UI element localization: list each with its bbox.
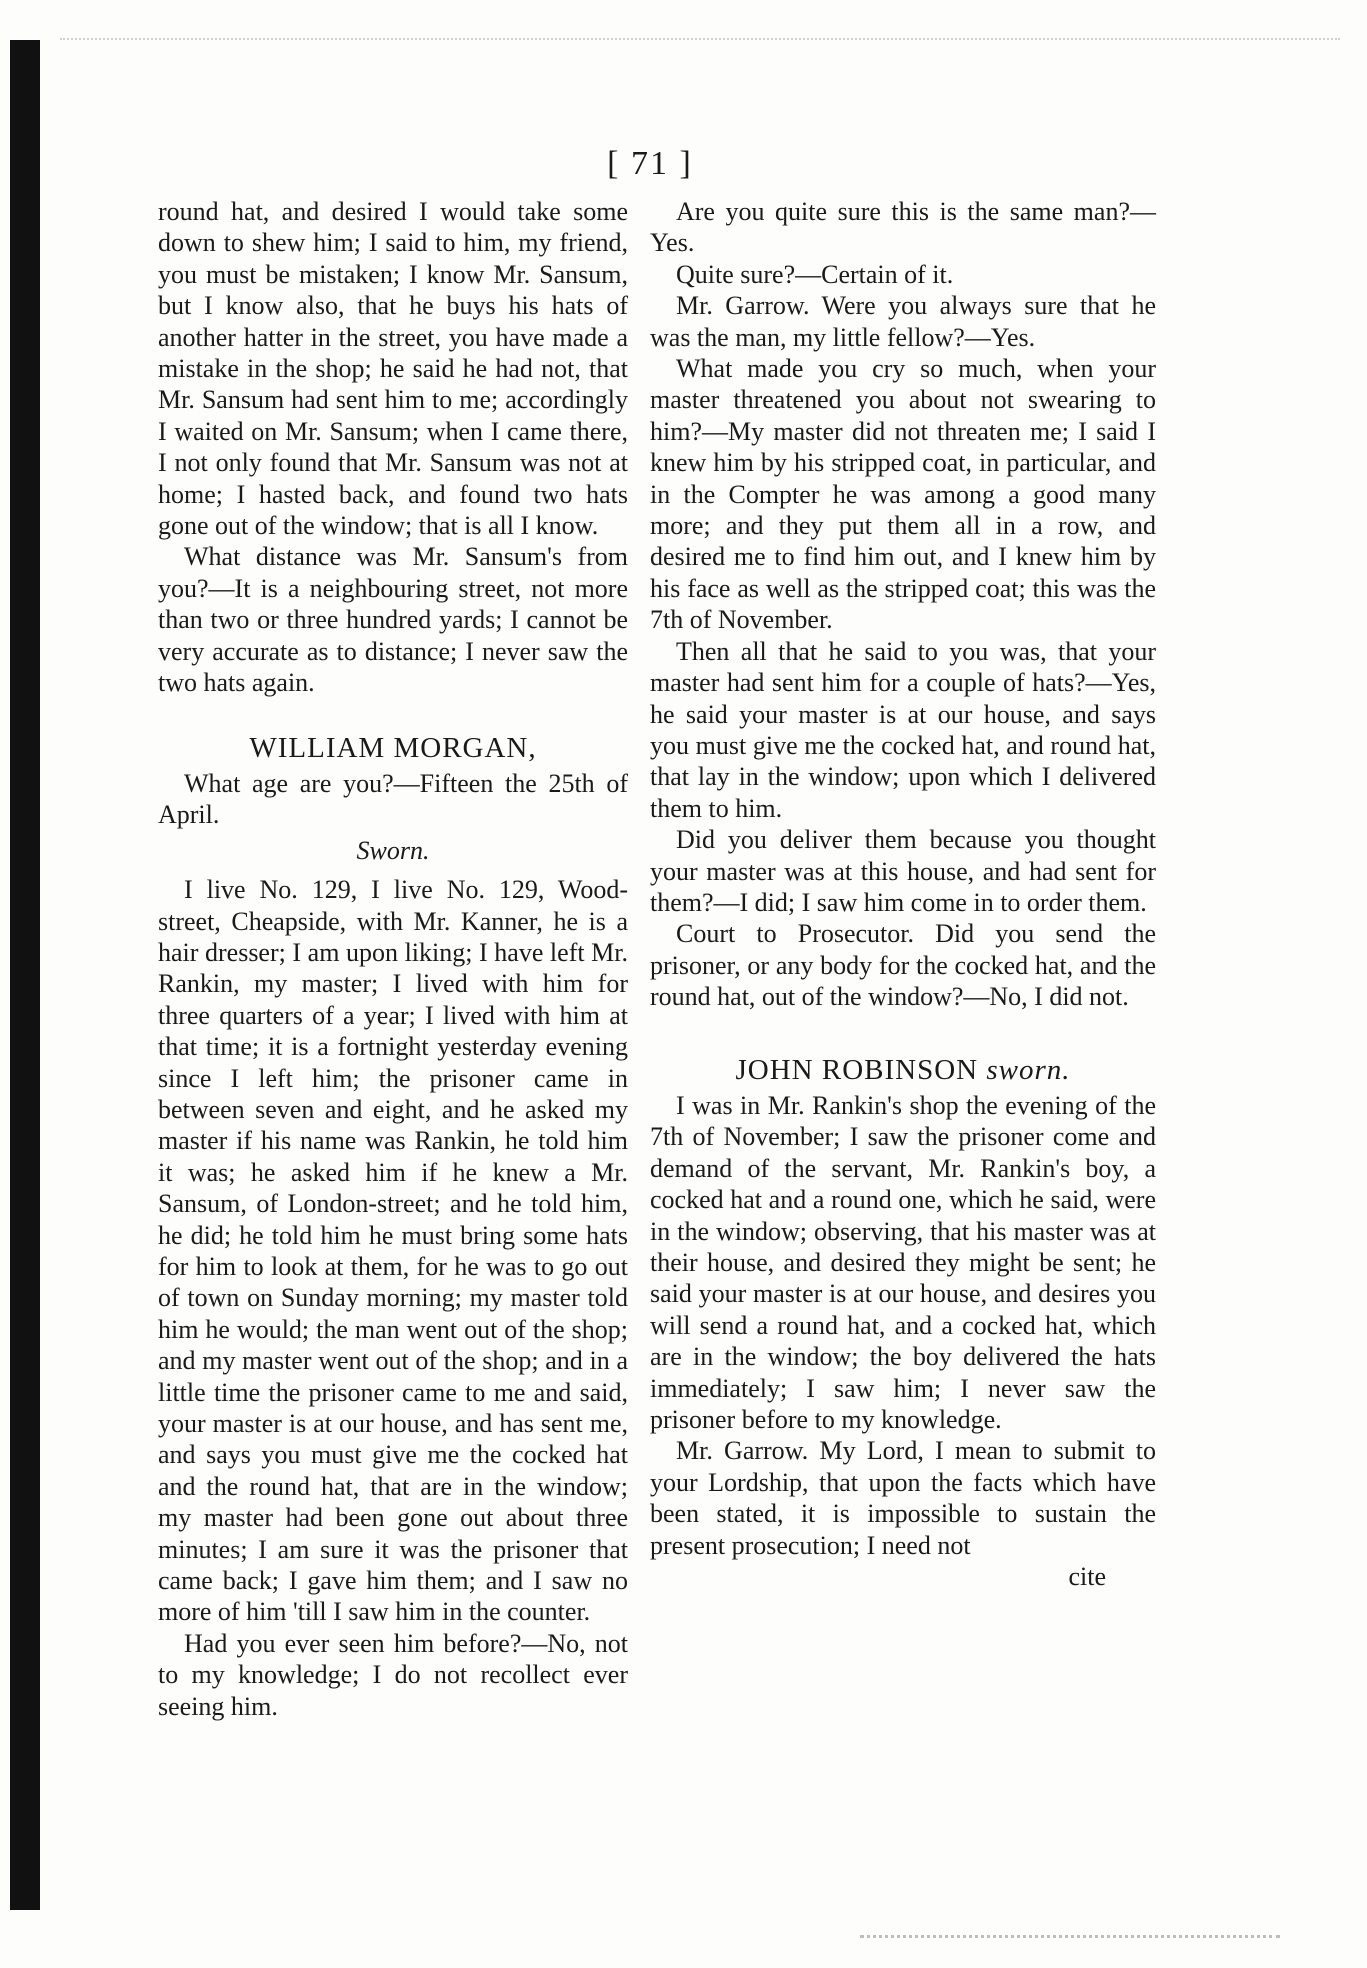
right-paragraph-9: Mr. Garrow. My Lord, I mean to submit to your Lordship, that upon the facts which have been stated, it is impossible to sustain the present prosecution; I need not [650,1436,1156,1560]
left-paragraph-5: Had you ever seen him before?—No, not to my knowledge; I do not recollect ever seeing him. [158,1628,628,1721]
witness-heading-morgan: WILLIAM MORGAN, [249,731,537,764]
left-paragraph-1: round hat, and desired I would take some down to shew him; I said to him, my friend, you must be mistaken; I know Mr. Sansum, but I know also, that he buys his hats of another hatter in the street, you have made a mistake in the shop; he said he had not, that Mr. Sansum had sent him to me; accordingly I waited on Mr. Sansum; when I came there, I not only found that Mr. Sansum was not at home; I hasted back, and found two hats gone out of the window; that is all I know. [158,197,628,541]
left-paragraph-4: I live No. 129, I live No. 129, Wood-street, Cheapside, with Mr. Kanner, he is a hair dresser; I am upon liking; I have left Mr. Rankin, my master; I lived with him for three quarters of a year; I lived with him at that time; it is a fortnight yesterday evening since I left him; the prisoner came in between seven and eight, and he asked my master if his name was Rankin, he told him it was; he asked him if he knew a Mr. Sansum, of London-street; and he told him, he did; he told him he must bring some hats for him to look at them, for he was to go out of town on Sunday morning; my master told him he would; the man went out of the shop; and my master went out of the shop; and in a little time the prisoner came to me and said, your master is at our house, and has sent me, and says you must give me the cocked hat and the round hat, that are in the window; my master had been gone out about three minutes; I am sure it was the prisoner that came back; I gave him them; and I saw no more of him 'till I saw him in the counter. [158,875,628,1627]
left-column [158,196,628,1722]
right-paragraph-6: Did you deliver them because you thought your master was at this house, and had sent for them?—I did; I saw him come in to order them. [650,825,1156,917]
witness-heading-robinson [650,1055,1156,1086]
right-paragraph-5: Then all that he said to you was, that your master had sent him for a couple of hats?—Yes, he said your master is at our house, and says you must give me the cocked hat, and round hat, that lay in the window; upon which I delivered them to him. [650,636,1156,823]
binding-shadow [10,40,40,1910]
right-paragraph-3: Mr. Garrow. Were you always sure that he was the man, my little fellow?—Yes. [650,291,1156,352]
right-paragraph-2: Quite sure?—Certain of it. [676,259,954,289]
scan-noise-top [60,38,1340,50]
right-column [650,196,1156,1592]
right-paragraph-1: Are you quite sure this is the same man?—Yes. [650,197,1156,258]
sworn-label: Sworn. [356,835,430,865]
sworn-inline-label: sworn. [986,1053,1071,1086]
left-paragraph-3: What age are you?—Fifteen the 25th of April. [158,768,628,830]
catchword: cite [1068,1562,1106,1592]
scan-noise-bottom [860,1935,1280,1944]
page-number: [ 71 ] [607,145,693,182]
right-paragraph-8: I was in Mr. Rankin's shop the evening of the 7th of November; I saw the prisoner come and demand of the servant, Mr. Rankin's boy, a cocked hat and a round one, which he said, were in the window; observing, that his master was at their house, and desired they might be sent; he said your master is at our house, and desires you will send a round hat, and a cocked hat, which are in the window; the boy delivered the hats immediately; I saw him; I never saw the prisoner before to my knowledge. [650,1090,1156,1435]
right-paragraph-4: What made you cry so much, when your master threatened you about not swearing to him?—My master did not threaten me; I said I knew him by his stripped coat, in particular, and in the Compter he was among a good many more; and they put them all in a row, and desired me to find him out, and I knew him by his face as well as the stripped coat; this was the 7th of November. [650,354,1156,635]
right-paragraph-7: Court to Prosecutor. Did you send the prisoner, or any body for the cocked hat, and the round hat, out of the window?—No, I did not. [650,919,1156,1012]
witness-name: JOHN ROBINSON [735,1053,979,1086]
left-paragraph-2: What distance was Mr. Sansum's from you?—It is a neighbouring street, not more than two or three hundred yards; I cannot be very accurate as to distance; I never saw the two hats again. [158,542,628,698]
